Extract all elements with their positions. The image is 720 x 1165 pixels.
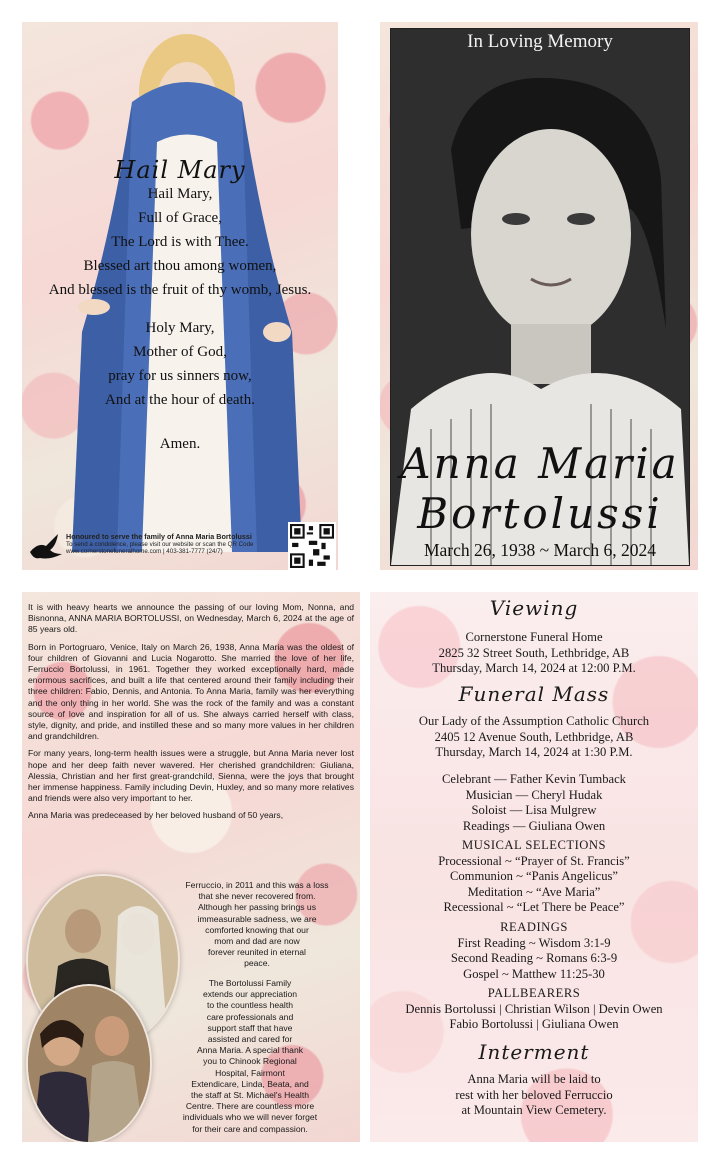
obituary-line: mom and dad are now [214,936,300,947]
readings-heading: READINGS [500,920,568,934]
deceased-first-name: Anna Maria [400,439,680,488]
obituary-line: you to Chinook Regional [203,1056,297,1067]
in-loving-memory: In Loving Memory [467,31,613,52]
obituary-line: extends our appreciation [202,989,298,1000]
obituary-line: for their care and compassion. [192,1123,308,1134]
reading-line: Gospel ~ Matthew 11:25-30 [463,966,605,981]
obituary-line: that she never recovered from. [198,891,316,902]
prayer-line: The Lord is with Thee. [111,234,249,250]
obituary-line: the staff at St. Michael's Health [190,1090,310,1101]
pallbearer-line: Fabio Bortolussi | Giuliana Owen [449,1017,619,1031]
reading-line: Second Reading ~ Romans 6:3-9 [450,951,618,965]
qr-code-icon[interactable] [288,522,336,570]
obituary-line: assisted and cared for [207,1034,293,1045]
obituary-panel [22,592,360,1142]
viewing-details [370,630,698,677]
music-line: Recessional ~ “Let There be Peace” [443,900,625,914]
officiants [370,772,698,834]
mass-line: 2405 12 Avenue South, Lethbridge, AB [434,729,634,744]
deceased-last-name: Bortolussi [417,489,663,538]
portrait-frame [390,28,690,566]
condolence-line: To send a condolence, please visit our website or scan the QR Code [66,541,254,548]
musical-selections [370,838,698,916]
music-line: Meditation ~ “Ave Maria” [467,884,601,899]
interment-details [370,1072,698,1119]
mass-line: Thursday, March 14, 2024 at 1:30 P.M. [435,745,633,759]
prayer-line: And blessed is the fruit of thy womb, Jesus. [48,282,312,298]
obituary-line: Although her passing brings us [197,902,316,913]
interment-line: rest with her beloved Ferruccio [455,1087,613,1102]
obituary-line: The Bortolussi Family [208,978,292,988]
obituary-line: comforted knowing that our [205,924,309,935]
funeral-mass-heading: Funeral Mass [458,682,610,706]
prayer-line: And at the hour of death. [105,392,255,408]
obituary-wrap-2 [150,978,350,1135]
mass-details [370,714,698,761]
pallbearer-line: Dennis Bortolussi | Christian Wilson | Devin Owen [405,1001,663,1016]
obituary-line: Anna Maria. A special thank [196,1045,304,1056]
prayer-stanza-2 [22,316,338,412]
prayer-line: Full of Grace, [138,210,222,226]
obituary-line: to the countless health [207,1000,293,1011]
life-dates: March 26, 1938 ~ March 6, 2024 [423,540,657,560]
obituary-line: Ferruccio, in 2011 and this was a loss [185,880,329,890]
viewing-heading: Viewing [489,596,579,620]
website-line[interactable]: www.cornerstonefuneralhome.com | 403-381-7777 (24/7) [66,548,223,555]
prayer-line: pray for us sinners now, [108,368,252,384]
portrait-panel [380,22,698,570]
pallbearers [370,986,698,1033]
service-panel [370,592,698,1142]
prayer-line: Mother of God, [133,344,227,360]
obituary-paragraph: For many years, long-term health issues were a struggle, but Anna Maria never lost hope and her deep faith never wavered. Her cherished grandchildren: Giuliana, Alessia, Christian and her first great-grandchild, Sienna, were the joys that brought her immense happiness. Family including Devin, Huxley, and so many more relatives and friends were also very important to her. [28,748,354,804]
dove-logo-icon [28,528,64,564]
obituary-text [28,602,354,822]
obituary-line: immeasurable sadness, we are [197,913,317,924]
obituary-line: Hospital, Fairmont [215,1067,285,1078]
prayer-stanza-1 [22,182,338,302]
reading-line: First Reading ~ Wisdom 3:1-9 [457,935,611,950]
prayer-amen: Amen. [159,436,201,452]
prayer-line: Holy Mary, [145,320,215,336]
music-heading: MUSICAL SELECTIONS [462,838,606,852]
mass-line: Our Lady of the Assumption Catholic Church [418,714,650,728]
music-line: Communion ~ “Panis Angelicus” [449,869,619,883]
prayer-line: Hail Mary, [147,186,213,202]
couple-photo [26,984,152,1142]
interment-line: Anna Maria will be laid to [467,1072,601,1086]
obituary-line: support staff that have [207,1022,293,1033]
readings [370,920,698,982]
viewing-line: Cornerstone Funeral Home [465,630,603,644]
prayer-line: Blessed art thou among women, [83,258,277,274]
obituary-paragraph: Anna Maria was predeceased by her beloved husband of 50 years, [28,810,284,821]
role-line: Soloist — Lisa Mulgrew [471,803,597,817]
obituary-line: individuals who we will never forget [182,1112,318,1123]
prayer-title: Hail Mary [114,156,246,184]
obituary-line: forever reunited in eternal [208,947,306,958]
role-line: Readings — Giuliana Owen [462,818,606,833]
obituary-line: care professionals and [206,1011,294,1022]
honour-line: Honoured to serve the family of Anna Maria Bortolussi [66,532,252,541]
funeral-home-credit [66,532,306,555]
interment-heading: Interment [478,1040,590,1064]
obituary-paragraph: It is with heavy hearts we announce the passing of our loving Mom, Nonna, and Bisnonna, ANNA MARIA BORTOLUSSI, on Wednesday, March 6, 2024 at the age of 85 years old. [28,602,354,635]
prayer-panel [22,22,338,570]
interment-line: at Mountain View Cemetery. [461,1103,607,1117]
obituary-line: Extendicare, Linda, Beata, and [191,1078,309,1089]
viewing-line: Thursday, March 14, 2024 at 12:00 P.M. [432,661,636,675]
viewing-line: 2825 32 Street South, Lethbridge, AB [438,645,630,660]
role-line: Celebrant — Father Kevin Tumback [442,772,626,786]
music-line: Processional ~ “Prayer of St. Francis” [438,853,630,868]
pallbearers-heading: PALLBEARERS [487,986,581,1000]
role-line: Musician — Cheryl Hudak [465,787,603,802]
obituary-line: Centre. There are countless more [185,1101,315,1112]
obituary-line: peace. [244,958,270,969]
obituary-paragraph: Born in Portogruaro, Venice, Italy on March 26, 1938, Anna Maria was the oldest of four children of Giovanni and Lucia Nogarotto. She married the love of her life, Ferruccio Bortolussi, in 1961. Together they worked exceptionally hard, made enormous sacrifices, and built a life that centered around their family including their three children: Fabio, Dennis, and Antonia. To Anna Maria, family was her everything and the only thing in her world. She was the rock of the family and was a constant source of love and inspiration for all of us. She always carried herself with class, style, dignity, and pride, and instilled these and so many more values in her children and grandchildren. [28,641,354,742]
obituary-wrap-1 [162,880,352,970]
